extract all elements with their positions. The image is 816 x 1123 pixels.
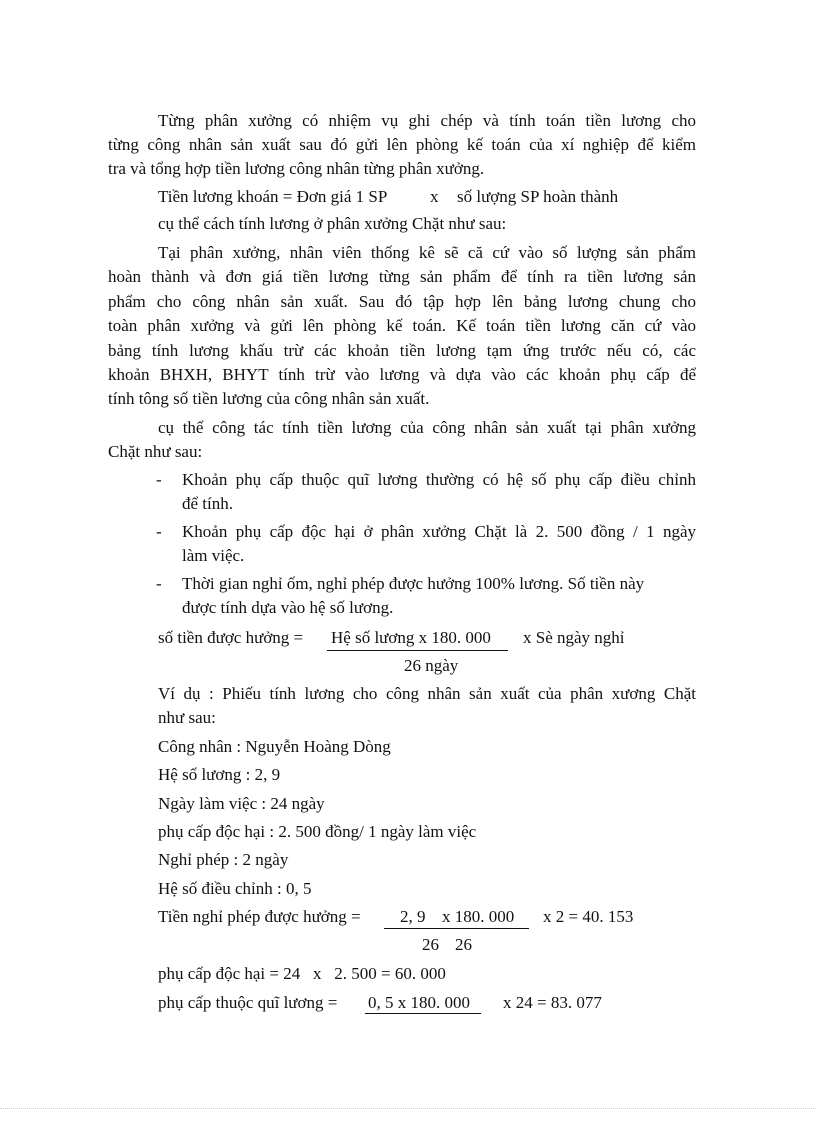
bullet-2-line-1: Khoản phụ cấp độc hại ở phân xưởng Chặt là 2. 500 đồng / 1 ngày (182, 522, 696, 541)
para2-line-5: bảng tính lương khấu trừ các khoản tiền lương tạm ứng trước nếu có, các (108, 341, 696, 360)
worker-name: Công nhân : Nguyễn Hoàng Dòng (158, 737, 391, 756)
leave-calc-num-b: x 180. 000 (442, 907, 515, 926)
para2-line-3: phẩm cho công nhân sản xuất. Sau đó tập hợp lên bảng lương chung cho (108, 292, 696, 311)
fund-calc-tail: x 24 = 83. 077 (503, 993, 602, 1012)
para2-line-7: tính tông số tiền lương của công nhân sản xuất. (108, 389, 430, 408)
worker-leave: Nghỉ phép : 2 ngày (158, 850, 289, 869)
intro-line-1: Từng phân xưởng có nhiệm vụ ghi chép và tính toán tiền lương cho (158, 111, 696, 130)
intro-line-3: tra và tổng hợp tiền lương công nhân từng phân xưởng. (108, 159, 485, 178)
formula-khoan-op: x (430, 187, 439, 206)
para3-line-2: Chặt như sau: (108, 442, 203, 461)
leave-calc-den-b: 26 (455, 935, 472, 954)
bullet-dash: - (156, 522, 162, 541)
leave-calc-num-a: 2, 9 (400, 907, 426, 926)
fraction-bar (327, 650, 508, 651)
formula-khoan-right: số lượng SP hoàn thành (457, 187, 619, 206)
bullet-3-line-2: được tính dựa vào hệ số lương. (182, 598, 394, 617)
fund-calc-label: phụ cấp thuộc quĩ lương = (158, 993, 338, 1012)
leave-calc-den-a: 26 (422, 935, 439, 954)
benefit-label: số tiền được hưởng = (158, 628, 304, 647)
fund-calc-numerator: 0, 5 x 180. 000 (368, 993, 470, 1012)
bullet-dash: - (156, 470, 162, 489)
fraction-bar (384, 928, 529, 929)
worker-coef: Hệ số lương : 2, 9 (158, 765, 281, 784)
example-line-2: như sau: (158, 708, 216, 727)
worker-adjust: Hệ số điều chỉnh : 0, 5 (158, 879, 312, 898)
para2-line-2: hoàn thành và đơn giá tiền lương từng sản phẩm để tính ra tiền lương sản (108, 267, 696, 286)
bullet-1-line-2: để tính. (182, 494, 233, 513)
bullet-2-line-2: làm việc. (182, 546, 245, 565)
para2-line-1: Tại phân xưởng, nhân viên thống kê sẽ că cứ vào số lượng sản phẩm (158, 243, 696, 262)
para2-line-4: toàn phân xưởng và gửi lên phòng kế toán. Kế toán tiền lương căn cứ vào (108, 316, 696, 335)
method-intro: cụ thể cách tính lương ở phân xưởng Chặt như sau: (158, 214, 507, 233)
para2-line-6: khoản BHXH, BHYT tính trừ vào lương và dựa vào các khoản phụ cấp để (108, 365, 696, 384)
bullet-3-line-1: Thời gian nghỉ ốm, nghỉ phép được hưởng 100% lương. Số tiền này (182, 574, 645, 593)
worker-hazard: phụ cấp độc hại : 2. 500 đồng/ 1 ngày làm việc (158, 822, 477, 841)
benefit-tail: x Sè ngày nghỉ (523, 628, 625, 647)
leave-calc-tail: x 2 = 40. 153 (543, 907, 634, 926)
bullet-1-line-1: Khoản phụ cấp thuộc quĩ lương thường có hệ số phụ cấp điều chỉnh (182, 470, 696, 489)
intro-line-2: từng công nhân sản xuất sau đó gửi lên phòng kế toán của xí nghiệp để kiểm (108, 135, 696, 154)
example-line-1: Ví dụ : Phiếu tính lương cho công nhân sản xuất của phân xương Chặt (158, 684, 696, 703)
bullet-dash: - (156, 574, 162, 593)
page-bottom-rule (0, 1108, 816, 1109)
fraction-bar (365, 1013, 481, 1014)
formula-khoan-left: Tiền lương khoán = Đơn giá 1 SP (158, 187, 388, 206)
para3-line-1: cụ thể công tác tính tiền lương của công nhân sản xuất tại phân xưởng (158, 418, 696, 437)
worker-days: Ngày làm việc : 24 ngày (158, 794, 325, 813)
benefit-numerator: Hệ số lương x 180. 000 (331, 628, 491, 647)
hazard-calc: phụ cấp độc hại = 24 x 2. 500 = 60. 000 (158, 964, 446, 983)
benefit-denominator: 26 ngày (404, 656, 459, 675)
leave-calc-label: Tiền nghỉ phép được hưởng = (158, 907, 361, 926)
